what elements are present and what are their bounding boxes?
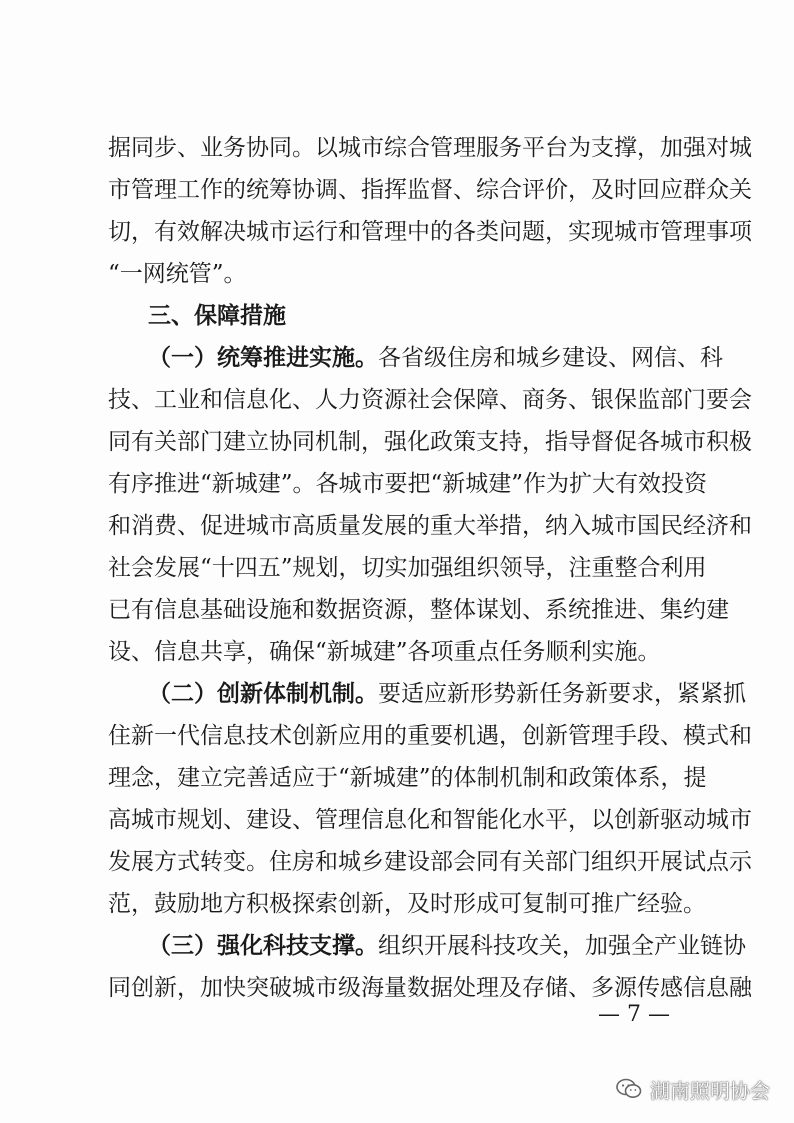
paragraph-first-line <box>148 674 746 714</box>
body-line: 高城市规划、建设、管理信息化和智能化水平，以创新驱动城市 <box>108 807 752 833</box>
paragraph-lead: （三）强化科技支撑。 <box>148 933 378 959</box>
paragraph-text: 各省级住房和城乡建设、网信、科 <box>378 345 723 371</box>
body-line: 设、信息共享，确保“新城建”各项重点任务顺利实施。 <box>108 639 661 665</box>
body-line: 有序推进“新城建”。各城市要把“新城建”作为扩大有效投资 <box>108 471 708 497</box>
page-number: — 7 — <box>598 1002 670 1027</box>
body-line: 理念，建立完善适应于“新城建”的体制机制和政策体系，提 <box>108 765 707 791</box>
paragraph-text: 要适应新形势新任务新要求，紧紧抓 <box>378 681 746 707</box>
watermark <box>616 1074 770 1104</box>
body-line: 住新一代信息技术创新应用的重要机遇，创新管理手段、模式和 <box>108 723 752 749</box>
body-line: 和消费、促进城市高质量发展的重大举措，纳入城市国民经济和 <box>108 513 752 539</box>
paragraph-first-line <box>148 926 746 966</box>
section-heading: 三、保障措施 <box>148 303 286 329</box>
paragraph-lead: （一）统筹推进实施。 <box>148 345 378 371</box>
body-line: 同创新，加快突破城市级海量数据处理及存储、多源传感信息融 <box>108 975 752 1001</box>
body-line: “一网统管”。 <box>108 261 247 287</box>
wechat-icon <box>616 1078 642 1100</box>
body-line: 同有关部门建立协同机制，强化政策支持，指导督促各城市积极 <box>108 429 752 455</box>
body-line: 市管理工作的统筹协调、指挥监督、综合评价，及时回应群众关 <box>108 177 752 203</box>
body-line: 社会发展“十四五”规划，切实加强组织领导，注重整合利用 <box>108 555 707 581</box>
body-line: 据同步、业务协同。以城市综合管理服务平台为支撑，加强对城 <box>108 135 752 161</box>
body-line: 技、工业和信息化、人力资源社会保障、商务、银保监部门要会 <box>108 387 752 413</box>
watermark-text: 湖南照明协会 <box>650 1078 770 1103</box>
body-line: 已有信息基础设施和数据资源，整体谋划、系统推进、集约建 <box>108 597 729 623</box>
body-line: 切，有效解决城市运行和管理中的各类问题，实现城市管理事项 <box>108 219 752 245</box>
paragraph-text: 组织开展科技攻关，加强全产业链协 <box>378 933 746 959</box>
body-line: 发展方式转变。住房和城乡建设部会同有关部门组织开展试点示 <box>108 849 752 875</box>
body-line: 范，鼓励地方积极探索创新，及时形成可复制可推广经验。 <box>108 891 706 917</box>
paragraph-first-line <box>148 338 723 378</box>
paragraph-lead: （二）创新体制机制。 <box>148 681 378 707</box>
